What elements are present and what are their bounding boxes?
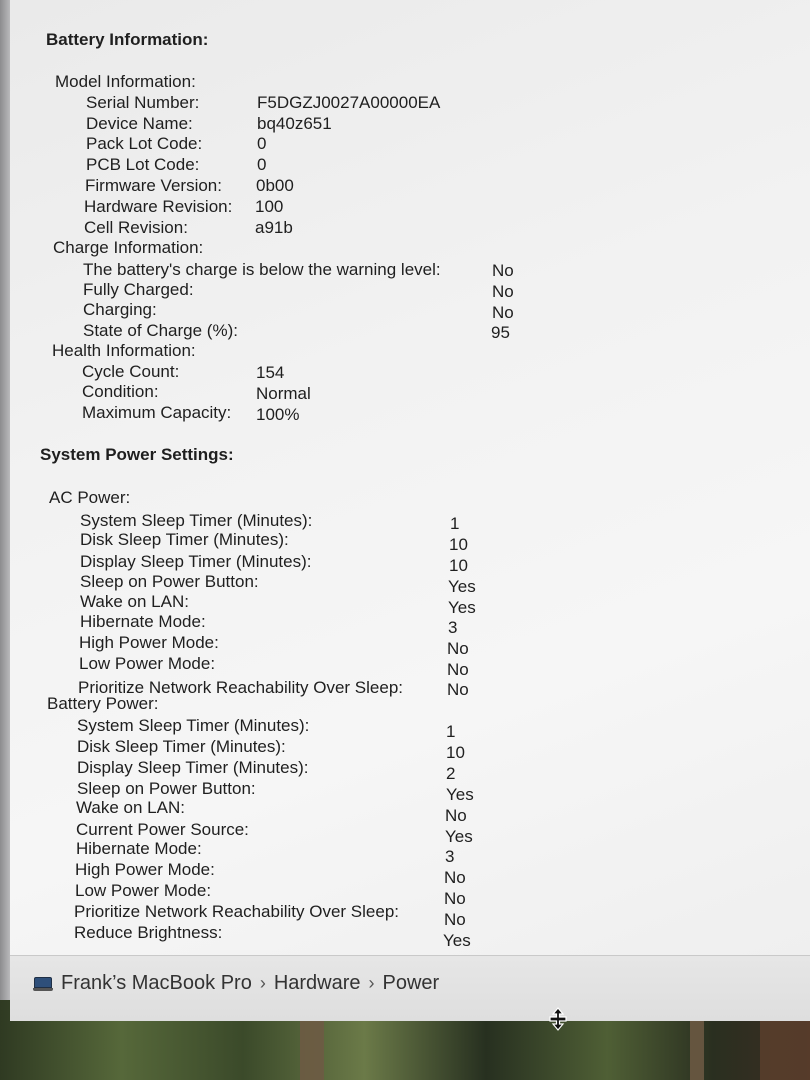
chevron-right-icon: › [368, 973, 375, 993]
value-charging: No [492, 303, 514, 322]
value-firmware-version: 0b00 [256, 176, 294, 195]
value-fully-charged: No [492, 282, 514, 301]
chevron-right-icon: › [259, 973, 266, 993]
window-edge [0, 0, 10, 1000]
group-label-ac-power: AC Power: [49, 488, 131, 507]
label-hardware-revision: Hardware Revision: [84, 197, 233, 216]
value-device-name: bq40z651 [257, 114, 332, 133]
battery-label-current-power-source: Current Power Source: [76, 820, 249, 839]
ac-value-display-sleep-timer: 10 [449, 556, 468, 575]
ac-value-hibernate-mode: 3 [448, 618, 458, 637]
value-pack-lot-code: 0 [257, 134, 267, 153]
label-cycle-count: Cycle Count: [82, 362, 180, 381]
battery-value-reduce-brightness: Yes [443, 931, 471, 950]
battery-label-sleep-on-power-button: Sleep on Power Button: [77, 779, 256, 798]
battery-value-sleep-on-power-button: Yes [446, 785, 474, 804]
battery-label-wake-on-lan: Wake on LAN: [76, 798, 185, 817]
battery-value-current-power-source: Yes [445, 827, 473, 846]
label-charge-below-warning: The battery's charge is below the warning level: [83, 260, 441, 279]
wallpaper-tree-trunk [760, 1020, 810, 1080]
laptop-icon [33, 977, 53, 991]
ac-value-disk-sleep-timer: 10 [449, 535, 468, 554]
ac-value-prioritize-network-reachability: No [447, 680, 469, 699]
ac-value-system-sleep-timer: 1 [450, 514, 460, 533]
battery-label-display-sleep-timer: Display Sleep Timer (Minutes): [77, 758, 309, 777]
ac-value-sleep-on-power-button: Yes [448, 577, 476, 596]
group-label-battery-power: Battery Power: [47, 694, 159, 713]
value-state-of-charge: 95 [491, 323, 510, 342]
value-cell-revision: a91b [255, 218, 293, 237]
label-cell-revision: Cell Revision: [84, 218, 188, 237]
ac-label-disk-sleep-timer: Disk Sleep Timer (Minutes): [80, 530, 289, 549]
resize-cursor-icon [548, 1007, 568, 1031]
ac-label-wake-on-lan: Wake on LAN: [80, 592, 189, 611]
battery-label-system-sleep-timer: System Sleep Timer (Minutes): [77, 716, 310, 735]
breadcrumb-item-computer[interactable]: Frank’s MacBook Pro [61, 972, 252, 994]
battery-label-disk-sleep-timer: Disk Sleep Timer (Minutes): [77, 737, 286, 756]
breadcrumb-item-power[interactable]: Power [382, 972, 440, 994]
value-condition: Normal [256, 384, 311, 403]
battery-value-disk-sleep-timer: 10 [446, 743, 465, 762]
group-label-model-information: Model Information: [55, 72, 196, 91]
label-condition: Condition: [82, 382, 159, 401]
label-maximum-capacity: Maximum Capacity: [82, 403, 232, 422]
section-title-system-power-settings: System Power Settings: [40, 445, 234, 464]
power-info-panel[interactable] [10, 0, 810, 955]
group-label-health-information: Health Information: [52, 341, 196, 360]
label-charging: Charging: [83, 300, 157, 319]
battery-label-reduce-brightness: Reduce Brightness: [74, 923, 223, 942]
battery-value-low-power-mode: No [444, 889, 466, 908]
battery-label-high-power-mode: High Power Mode: [75, 860, 215, 879]
ac-label-high-power-mode: High Power Mode: [79, 633, 219, 652]
battery-label-prioritize-network-reachability: Prioritize Network Reachability Over Sleep: [74, 902, 400, 921]
ac-label-hibernate-mode: Hibernate Mode: [80, 612, 206, 631]
breadcrumb-item-hardware[interactable]: Hardware [273, 972, 361, 994]
ac-label-sleep-on-power-button: Sleep on Power Button: [80, 572, 259, 591]
value-maximum-capacity: 100% [256, 405, 300, 424]
value-hardware-revision: 100 [255, 197, 284, 216]
ac-label-system-sleep-timer: System Sleep Timer (Minutes): [80, 511, 313, 530]
label-fully-charged: Fully Charged: [83, 280, 194, 299]
value-charge-below-warning: No [492, 261, 514, 280]
label-serial-number: Serial Number: [86, 93, 200, 112]
value-serial-number: F5DGZJ0027A00000EA [257, 93, 441, 112]
breadcrumb [33, 972, 439, 995]
battery-value-high-power-mode: No [444, 868, 466, 887]
ac-value-low-power-mode: No [447, 660, 469, 679]
label-state-of-charge: State of Charge (%): [83, 321, 238, 340]
ac-value-high-power-mode: No [447, 639, 469, 658]
ac-label-low-power-mode: Low Power Mode: [79, 654, 216, 673]
ac-value-wake-on-lan: Yes [448, 598, 476, 617]
battery-value-system-sleep-timer: 1 [446, 722, 456, 741]
wallpaper-tree-trunk [690, 1020, 704, 1080]
battery-value-display-sleep-timer: 2 [446, 764, 456, 783]
battery-label-low-power-mode: Low Power Mode: [75, 881, 212, 900]
battery-value-wake-on-lan: No [445, 806, 467, 825]
section-title-battery-information: Battery Information: [46, 30, 209, 49]
ac-label-display-sleep-timer: Display Sleep Timer (Minutes): [80, 552, 312, 571]
value-cycle-count: 154 [256, 363, 285, 382]
label-device-name: Device Name: [86, 114, 193, 133]
battery-value-prioritize-network-reachability: No [444, 910, 466, 929]
label-firmware-version: Firmware Version: [85, 176, 222, 195]
label-pack-lot-code: Pack Lot Code: [86, 134, 203, 153]
ac-label-prioritize-network-reachability: Prioritize Network Reachability Over Sleep: [78, 678, 404, 697]
value-pcb-lot-code: 0 [257, 155, 267, 174]
label-pcb-lot-code: PCB Lot Code: [86, 155, 200, 174]
battery-value-hibernate-mode: 3 [445, 847, 455, 866]
wallpaper-tree-trunk [300, 1020, 324, 1080]
battery-label-hibernate-mode: Hibernate Mode: [76, 839, 202, 858]
group-label-charge-information: Charge Information: [53, 238, 204, 257]
